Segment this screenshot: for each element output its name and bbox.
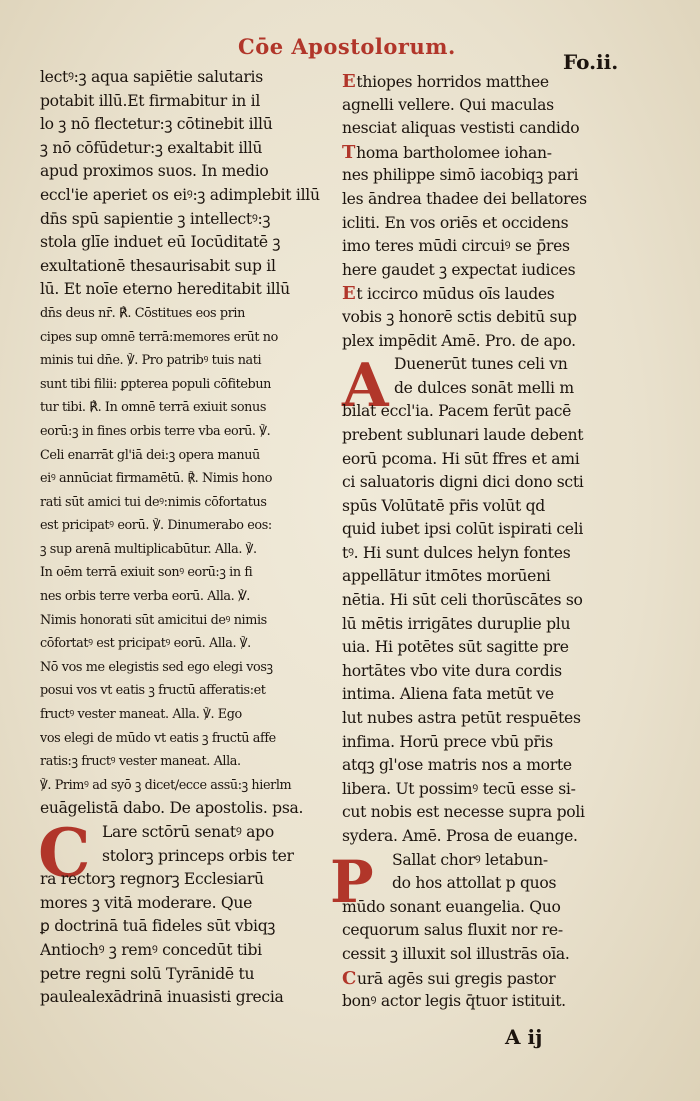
left-column-line: Celi enarrāt gl'iā dei:ꝫ opera manuū	[40, 447, 260, 463]
left-column-line: ꝫ nō cōfūdetur:ꝫ exaltabit illū	[40, 138, 263, 157]
right-column-line: libera. Ut possimꝰ tecū esse si-	[342, 779, 576, 798]
right-column-line: eorū pcoma. Hi sūt ffres et ami	[342, 449, 580, 468]
right-column-line: Et iccirco mūdus oīs laudes	[342, 283, 555, 305]
right-column-line: infima. Horū prece vbū pr̄is	[342, 732, 553, 751]
left-column-line: nes orbis terre verba eorū. Alla. ℣.	[40, 589, 250, 605]
left-column-line: paulealexādrinā inuasisti grecia	[40, 988, 284, 1007]
right-column-line: prebent sublunari laude debent	[342, 425, 584, 444]
left-column-line: fructꝰ vester maneat. Alla. ℣. Ego	[40, 707, 242, 723]
folio-number: Fo.ii.	[563, 50, 619, 74]
left-column-line: est pricipatꝰ eorū. ℣. Dinumerabo eos:	[40, 518, 272, 534]
left-column-line: cipes sup omnē terrā:memores erūt no	[40, 329, 278, 345]
right-column-line: ci saluatoris digni dici dono scti	[342, 473, 584, 492]
right-column-line: uia. Hi potētes sūt sagitte pre	[342, 638, 569, 657]
right-column-line: imo teres mūdi circuiꝰ se p̄res	[342, 237, 570, 256]
initial-p: P	[330, 848, 374, 916]
right-column-line: hortātes vbo vite dura cordis	[342, 661, 562, 680]
right-column-line: agnelli vellere. Qui maculas	[342, 95, 554, 114]
left-column-line: mores ꝫ vitā moderare. Que	[40, 893, 253, 912]
left-column-line: dn̄s deus nr̄. ℟. Cōstitues eos prin	[40, 305, 245, 321]
right-column-line: quid iubet ipsi colūt ispirati celi	[342, 520, 584, 539]
left-column-line: minis tui dn̄e. ℣. Pro patribꝰ tuis nati	[40, 353, 262, 369]
right-column-line: nes philippe simō iacobiqꝫ pari	[342, 166, 579, 185]
right-column-line: nesciat aliquas vestisti candido	[342, 119, 580, 138]
right-column-line: lut nubes astra petūt respuētes	[342, 709, 581, 728]
right-column-line: do hos attollat p quos	[392, 874, 557, 893]
right-column	[342, 70, 612, 1014]
left-column-line: lo ꝫ nō flectetur:ꝫ cōtinebit illū	[40, 115, 273, 134]
right-column-line: lū mētis irrigātes duruplie plu	[342, 614, 571, 633]
left-column-line: Nō vos me elegistis sed ego elegi vosꝫ	[40, 659, 273, 675]
left-column-line: ratis:ꝫ fructꝰ vester maneat. Alla.	[40, 754, 241, 770]
right-column-line: cequorum salus fluxit nor re-	[342, 921, 563, 940]
left-column-line: sunt tibi filii: ꝑpterea populi cōfitebun	[40, 376, 272, 392]
right-column-line: mūdo sonant euangelia. Quo	[342, 897, 561, 916]
left-column-line: eorū:ꝫ in fines orbis terre vba eorū. ℣.	[40, 423, 271, 439]
left-column-line: eiꝰ annūciat firmamētū. ℟. Nimis hono	[40, 471, 273, 487]
right-column-line: cut nobis est necesse supra poli	[342, 803, 585, 822]
right-column-line: Duenerūt tunes celi vn	[394, 355, 568, 374]
right-column-line: bonꝰ actor legis q̄tuor istituit.	[342, 992, 566, 1011]
right-column-line: Sallat chorꝰ letabun-	[392, 850, 548, 869]
right-column-line: les āndrea thadee dei bellatores	[342, 189, 587, 208]
left-column-line: eccl'ie aperiet os eiꝰ:ꝫ adimplebit illū	[40, 185, 320, 204]
left-column-line: lū. Et noīe eterno hereditabit illū	[40, 280, 290, 299]
left-column-line: stola glīe induet eū Iocūditatē ꝫ	[40, 233, 281, 252]
left-column-line: euāgelistā dabo. De apostolis. psa.	[40, 799, 304, 818]
right-column-line: icliti. En vos oriēs et occidens	[342, 213, 569, 232]
rubric-capital: C	[342, 967, 357, 989]
right-column-line: tꝰ. Hi sunt dulces helyn fontes	[342, 543, 571, 562]
right-column-line: vobis ꝫ honorē sctis debitū sup	[342, 307, 577, 326]
left-column-line: cōfortatꝰ est pricipatꝰ eorū. Alla. ℣.	[40, 636, 251, 652]
right-column-line: Curā agēs sui gregis pastor	[342, 967, 556, 989]
right-column-line: intima. Aliena fata metūt ve	[342, 685, 554, 704]
left-column-line: rati sūt amici tui deꝰ:nimis cōfortatus	[40, 494, 267, 510]
left-column	[40, 66, 322, 1010]
left-column-line: In oēm terrā exiuit sonꝰ eorū:ꝫ in fi	[40, 565, 253, 581]
right-column-line: Ethiopes horridos matthee	[342, 71, 549, 92]
left-column-line: ℣. Primꝰ ad syō ꝫ dicet/ecce assū:ꝫ hierlm	[40, 777, 292, 793]
left-column-line: tur tibi. ℟. In omnē terrā exiuit sonus	[40, 400, 266, 416]
rubric-capital: E	[342, 71, 356, 92]
right-column-line: here gaudet ꝫ expectat iudices	[342, 260, 576, 279]
initial-c: C	[38, 814, 91, 892]
rubric-capital: T	[342, 141, 356, 163]
right-column-line: bilat eccl'ia. Pacem ferūt pacē	[342, 402, 572, 421]
left-column-line: stolorꝫ princeps orbis ter	[102, 846, 294, 865]
left-column-line: vos elegi de mūdo vt eatis ꝫ fructū affe	[40, 730, 276, 746]
left-column-line: lectꝰ:ꝫ aqua sapiētie salutaris	[40, 68, 263, 86]
right-column-line: de dulces sonāt melli m	[394, 378, 574, 397]
left-column-line: ꝑ doctrinā tuā fideles sūt vbiqꝫ	[40, 917, 276, 936]
right-column-line: atqꝫ gl'ose matris nos a morte	[342, 756, 572, 775]
right-column-line: nētia. Hi sūt celi thorūscātes so	[342, 591, 583, 610]
running-title: Cōe Apostolorum.	[238, 34, 456, 59]
left-column-line: Nimis honorati sūt amicitui deꝰ nimis	[40, 612, 267, 628]
left-column-line: apud proximos suos. In medio	[40, 162, 269, 181]
right-column-line: sydera. Amē. Prosa de euange.	[342, 827, 578, 845]
left-column-line: exultationē thesaurisabit sup il	[40, 256, 276, 275]
right-column-line: appellātur itmōtes morūeni	[342, 567, 551, 586]
right-column-line: spūs Volūtatē pr̄is volūt qd	[342, 496, 545, 515]
left-column-line: dn̄s spū sapientie ꝫ intellectꝰ:ꝫ	[40, 209, 271, 228]
left-column-line: ra rectorꝫ regnorꝫ Ecclesiarū	[40, 870, 264, 889]
left-column-line: petre regni solū Tyrānidē tu	[40, 964, 255, 983]
signature-mark: A ij	[505, 1025, 543, 1049]
left-column-line: ꝫ sup arenā multiplicabūtur. Alla. ℣.	[40, 541, 257, 557]
rubric-capital: E	[342, 283, 356, 305]
left-column-line: potabit illū.Et firmabitur in il	[40, 91, 261, 110]
initial-a: A	[342, 351, 389, 421]
right-column-line: plex impēdit Amē. Pro. de apo.	[342, 331, 576, 350]
right-column-line: cessit ꝫ illuxit sol illustrās oīa.	[342, 944, 570, 963]
left-column-line: Lare sctōrū senatꝰ apo	[102, 823, 274, 841]
left-column-line: Antiochꝰ ꝫ remꝰ concedūt tibi	[40, 940, 262, 959]
right-column-line: Thoma bartholomee iohan-	[342, 141, 552, 163]
left-column-line: posui vos vt eatis ꝫ fructū afferatis:et	[40, 683, 266, 699]
